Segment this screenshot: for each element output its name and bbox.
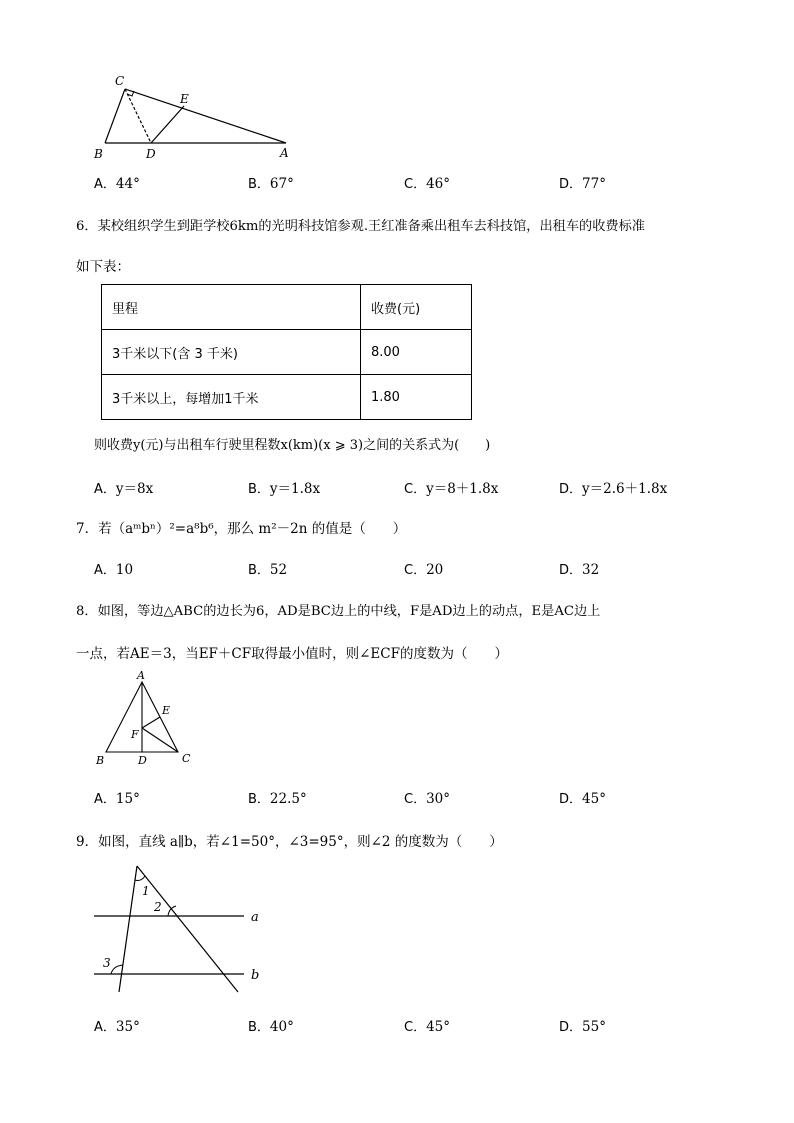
q6-option-c[interactable]: C．y＝8＋1.8x (404, 481, 499, 497)
q6-fare-table (101, 284, 472, 420)
table-row (102, 375, 472, 420)
q9-option-b[interactable]: B．40° (248, 1019, 294, 1035)
q8-option-b[interactable]: B．22.5° (248, 791, 307, 807)
q5-side-ca (125, 89, 286, 143)
q8-label-e: E (162, 704, 171, 717)
q8-segment-ef (142, 717, 160, 728)
q9-option-d[interactable]: D．55° (559, 1019, 606, 1035)
table-header-cell: 里程 (102, 285, 361, 330)
q9-label-a: a (251, 910, 259, 925)
q5-segment-de (151, 106, 184, 143)
q8-label-a: A (137, 669, 145, 682)
q6-option-b[interactable]: B．y＝1.8x (248, 481, 321, 497)
q8-label-c: C (182, 752, 191, 765)
q9-label-3: 3 (103, 956, 111, 970)
q8-option-a[interactable]: A．15° (94, 791, 140, 807)
q5-option-d[interactable]: D．77° (559, 176, 606, 192)
q7-option-b[interactable]: B．52 (248, 562, 288, 578)
q7-option-a[interactable]: A．10 (94, 562, 134, 578)
q5-option-b[interactable]: B．67° (248, 176, 294, 192)
q9-label-b: b (251, 968, 260, 983)
q8-option-d[interactable]: D．45° (559, 791, 606, 807)
q5-side-bc (105, 89, 125, 143)
q6-option-d[interactable]: D．y＝2.6＋1.8x (559, 481, 668, 497)
q8-label-b: B (96, 754, 105, 767)
q5-label-a: A (280, 146, 289, 160)
q9-label-2: 2 (154, 900, 162, 914)
q9-angle-2-arc (168, 906, 176, 916)
q7-option-d[interactable]: D．32 (559, 562, 600, 578)
q9-option-c[interactable]: C．45° (404, 1019, 451, 1035)
table-cell: 8.00 (361, 330, 472, 375)
q9-transversal-right (137, 866, 238, 992)
q5-figure (88, 70, 308, 165)
q8-segment-fc (142, 728, 178, 752)
table-cell: 3千米以上，每增加1千米 (102, 375, 361, 420)
table-header-cell: 收费(元) (361, 285, 472, 330)
q7-stem: 7．若（aᵐbⁿ）²=a⁸b⁶，那么 m²－2n 的值是（ ） (76, 521, 407, 537)
q8-option-c[interactable]: C．30° (404, 791, 451, 807)
q9-transversal-left (119, 866, 137, 992)
q5-label-b: B (94, 147, 103, 161)
q5-segment-cd-dashed (125, 89, 151, 143)
table-cell: 1.80 (361, 375, 472, 420)
q8-label-f: F (131, 728, 139, 741)
q9-angle-1-arc (135, 876, 145, 881)
q5-label-d: D (146, 147, 156, 161)
q6-option-a[interactable]: A．y＝8x (94, 481, 154, 497)
q8-figure (88, 668, 208, 774)
q9-stem: 9．如图，直线 a∥b，若∠1=50°，∠3=95°，则∠2 的度数为（ ） (76, 834, 503, 850)
q9-option-a[interactable]: A．35° (94, 1019, 140, 1035)
q6-stem-line1: 6．某校组织学生到距学校6km的光明科技馆参观.王红准备乘出租车去科技馆，出租车的收费标准 (76, 219, 645, 234)
q6-stem-line2: 如下表： (76, 259, 130, 275)
table-row (102, 330, 472, 375)
q9-label-1: 1 (142, 884, 150, 898)
q9-figure (88, 856, 268, 996)
q8-stem-line1: 8．如图，等边△ABC的边长为6，AD是BC边上的中线，F是AD边上的动点，E是AC边上 (76, 604, 601, 619)
table-cell: 3千米以下(含 3 千米) (102, 330, 361, 375)
q7-option-c[interactable]: C．20 (404, 562, 444, 578)
q5-option-a[interactable]: A．44° (94, 176, 140, 192)
q5-option-c[interactable]: C．46° (404, 176, 451, 192)
q5-triangle (105, 89, 286, 143)
q8-label-d: D (138, 754, 147, 767)
q6-question: 则收费y(元)与出租车行驶里程数x(km)(x ⩾ 3)之间的关系式为( ) (94, 438, 491, 453)
q8-stem-line2: 一点，若AE＝3，当EF＋CF取得最小值时，则∠ECF的度数为（ ） (76, 646, 508, 662)
q5-label-c: C (115, 74, 125, 88)
table-row (102, 285, 472, 330)
q5-label-e: E (180, 92, 189, 106)
